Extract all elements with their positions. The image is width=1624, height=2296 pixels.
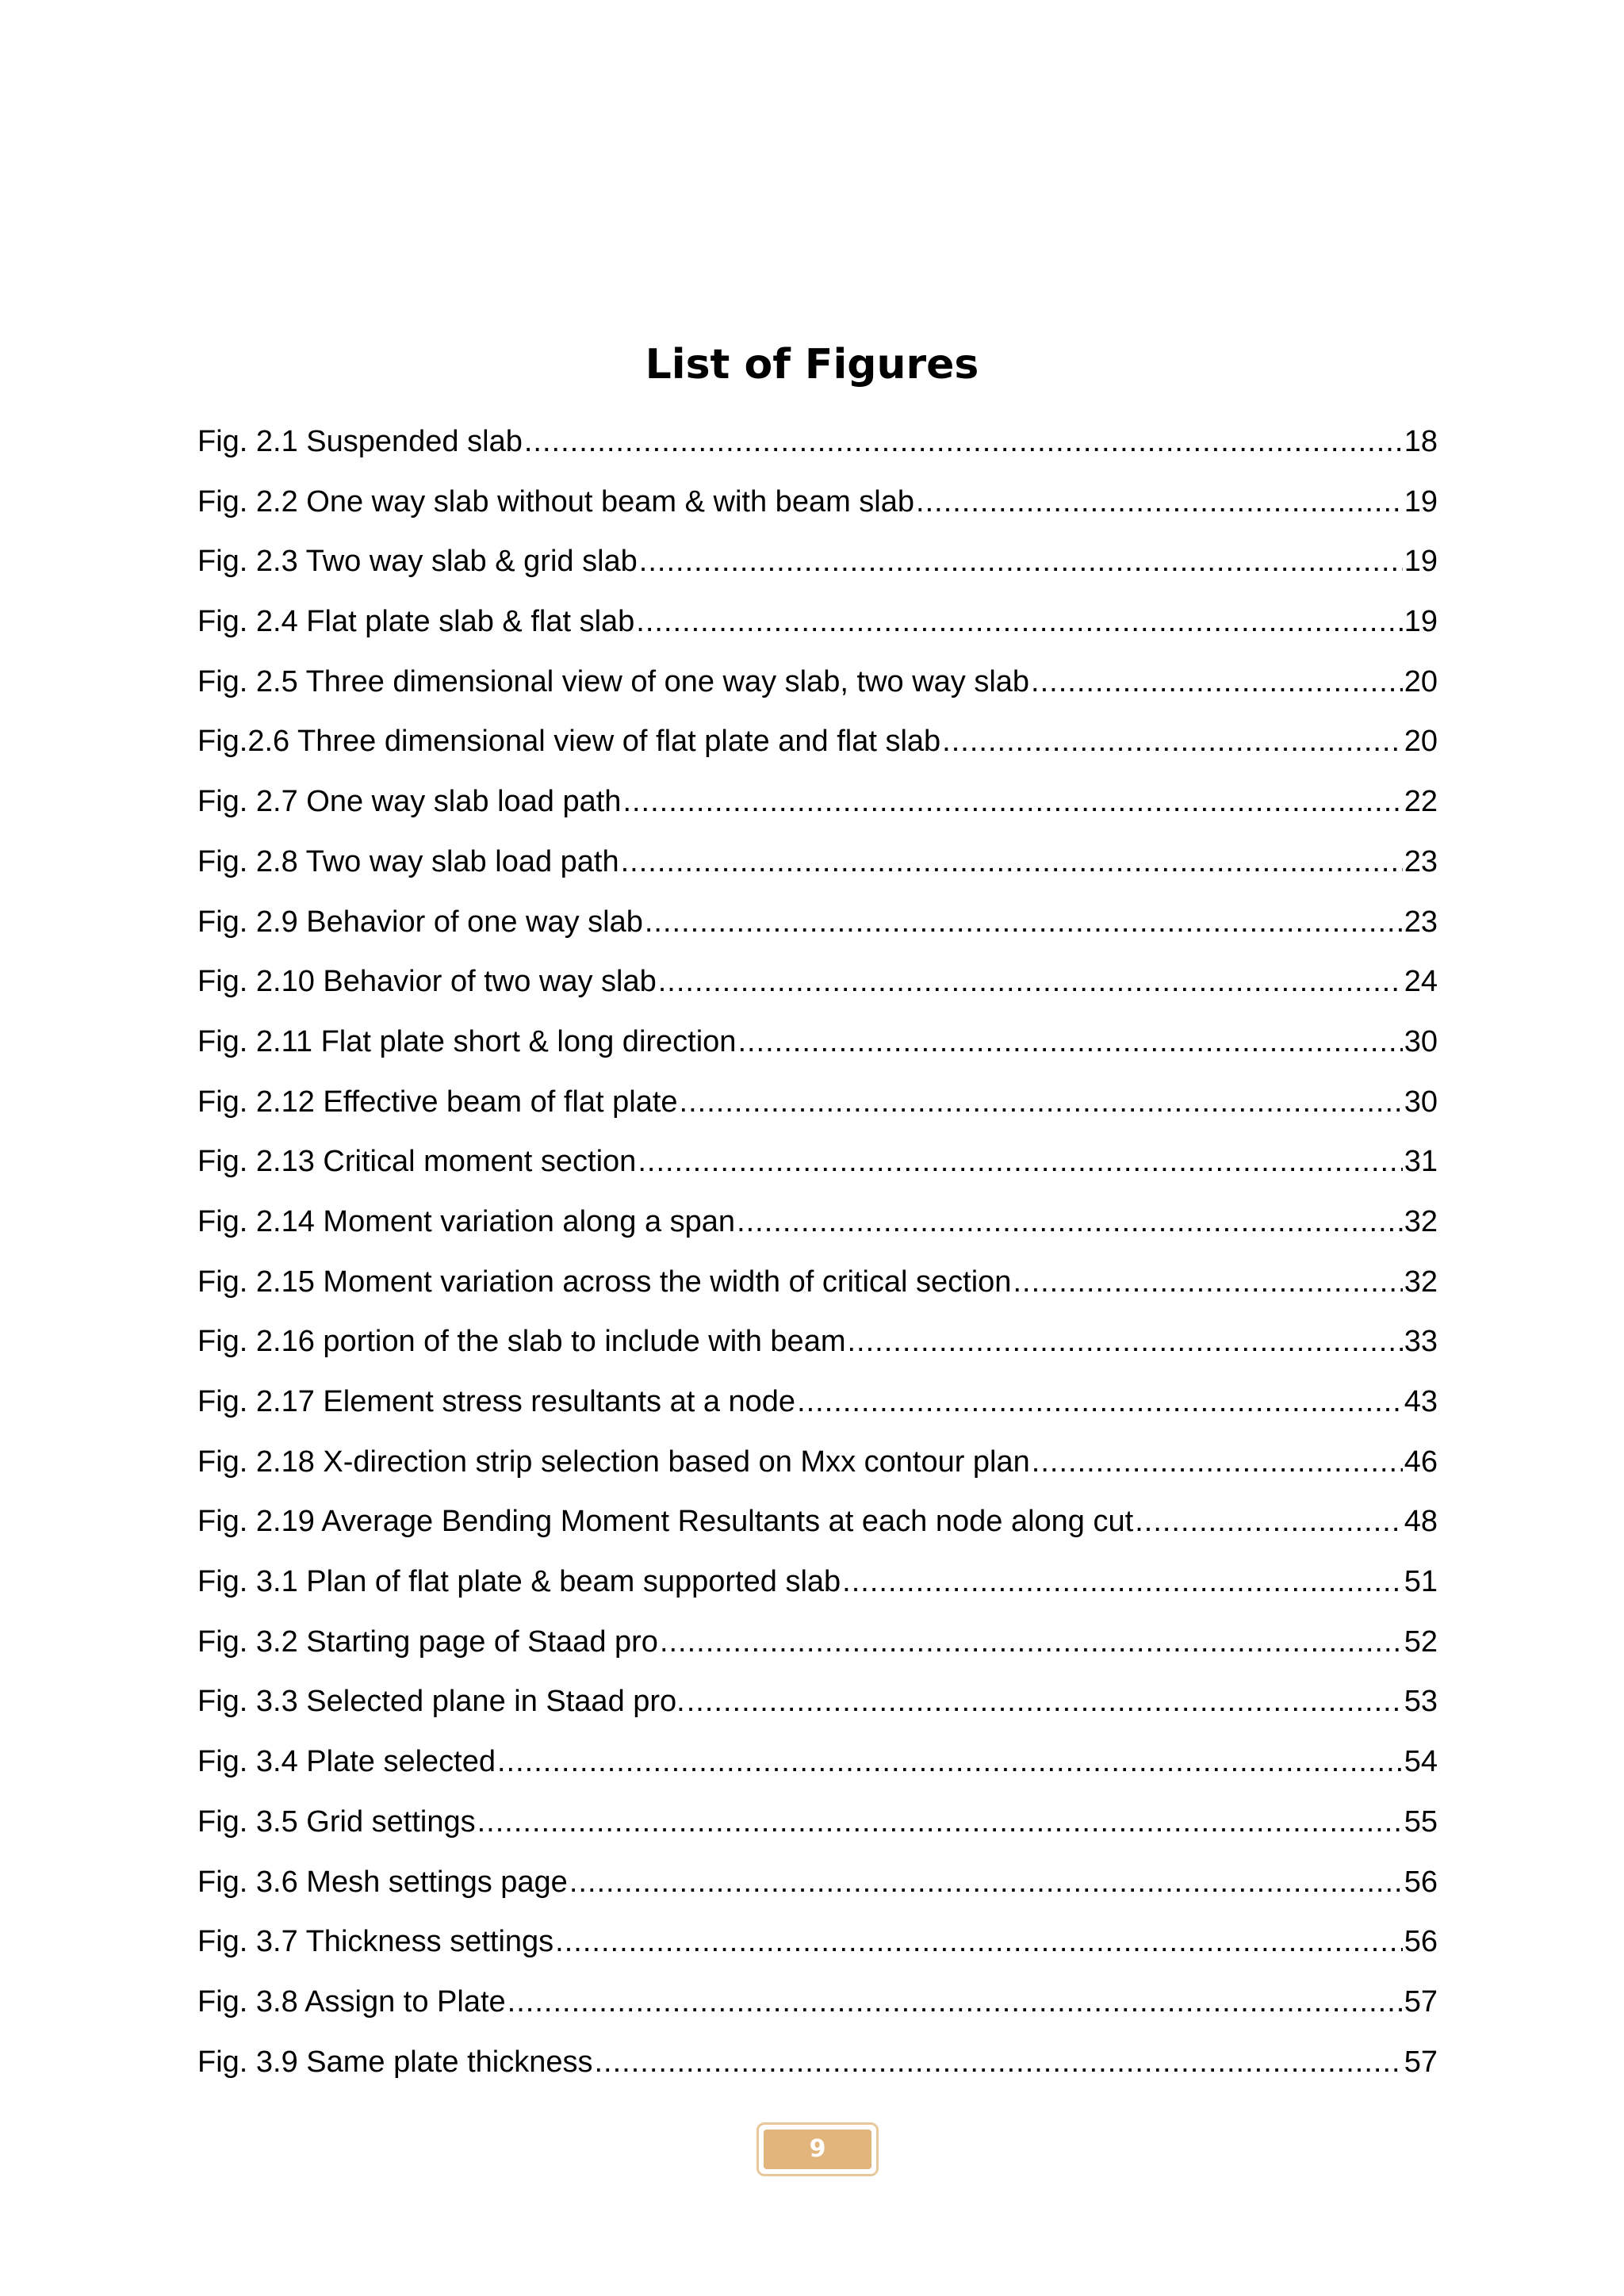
toc-entry[interactable]: [197, 1132, 1438, 1192]
toc-entry[interactable]: [197, 412, 1438, 473]
figure-caption: Fig. 2.19 Average Bending Moment Resultants at each node along cut: [197, 1505, 1134, 1539]
dot-leader: [1032, 1433, 1403, 1493]
figure-page-number: 30: [1404, 1085, 1438, 1119]
dot-leader: [638, 1132, 1402, 1192]
dot-leader: [497, 1732, 1403, 1793]
figure-caption: Fig. 2.13 Critical moment section: [197, 1145, 637, 1179]
toc-entry[interactable]: [197, 1672, 1438, 1732]
figure-caption: Fig.2.6 Three dimensional view of flat plate and flat slab: [197, 725, 941, 759]
figure-page-number: 51: [1404, 1565, 1438, 1599]
toc-entry[interactable]: [197, 1192, 1438, 1253]
figure-page-number: 53: [1404, 1685, 1438, 1719]
figure-caption: Fig. 3.8 Assign to Plate: [197, 1984, 506, 2019]
figure-page-number: 54: [1404, 1745, 1438, 1779]
dot-leader: [1031, 652, 1403, 713]
dot-leader: [842, 1552, 1403, 1613]
figure-page-number: 56: [1404, 1925, 1438, 1959]
figure-page-number: 19: [1404, 605, 1438, 639]
figure-page-number: 23: [1404, 844, 1438, 878]
toc-entry[interactable]: [197, 1372, 1438, 1433]
figure-page-number: 18: [1404, 425, 1438, 458]
dot-leader: [1013, 1253, 1402, 1313]
figure-caption: Fig. 3.6 Mesh settings page: [197, 1865, 568, 1899]
figure-caption: Fig. 2.14 Moment variation along a span: [197, 1204, 736, 1238]
figure-caption: Fig. 2.11 Flat plate short & long direction: [197, 1024, 737, 1058]
toc-entry[interactable]: [197, 2033, 1438, 2093]
toc-entry[interactable]: [197, 712, 1438, 772]
figure-page-number: 33: [1404, 1325, 1438, 1359]
toc-entry[interactable]: [197, 1613, 1438, 1673]
figure-page-number: 20: [1404, 664, 1438, 698]
figure-caption: Fig. 3.9 Same plate thickness: [197, 2045, 593, 2079]
toc-entry[interactable]: [197, 1433, 1438, 1493]
dot-leader: [680, 1073, 1403, 1133]
figure-caption: Fig. 2.8 Two way slab load path: [197, 844, 619, 878]
figure-caption: Fig. 2.18 X-direction strip selection based on Mxx contour plan: [197, 1445, 1030, 1479]
figure-caption: Fig. 2.17 Element stress resultants at a node: [197, 1385, 796, 1418]
figure-caption: Fig. 2.7 One way slab load path: [197, 785, 622, 819]
figure-caption: Fig. 3.4 Plate selected: [197, 1745, 496, 1779]
page-number-badge: [756, 2122, 879, 2176]
figure-page-number: 57: [1404, 1984, 1438, 2019]
figure-page-number: 22: [1404, 785, 1438, 819]
toc-entry[interactable]: [197, 1552, 1438, 1613]
toc-entry[interactable]: [197, 1492, 1438, 1552]
toc-entry[interactable]: [197, 652, 1438, 713]
list-of-figures: [197, 412, 1438, 2092]
toc-entry[interactable]: [197, 952, 1438, 1012]
dot-leader: [687, 1672, 1403, 1732]
figure-caption: Fig. 2.16 portion of the slab to include with beam: [197, 1325, 846, 1359]
toc-entry[interactable]: [197, 772, 1438, 832]
toc-entry[interactable]: [197, 1253, 1438, 1313]
figure-caption: Fig. 2.3 Two way slab & grid slab: [197, 545, 638, 579]
dot-leader: [477, 1793, 1403, 1853]
toc-entry[interactable]: [197, 1853, 1438, 1913]
toc-entry[interactable]: [197, 1793, 1438, 1853]
figure-caption: Fig. 3.2 Starting page of Staad pro: [197, 1624, 658, 1659]
dot-leader: [622, 772, 1402, 832]
figure-page-number: 20: [1404, 725, 1438, 759]
toc-entry[interactable]: [197, 1973, 1438, 2033]
toc-entry[interactable]: [197, 592, 1438, 652]
figure-page-number: 56: [1404, 1865, 1438, 1899]
toc-entry[interactable]: [197, 473, 1438, 533]
figure-caption: Fig. 2.4 Flat plate slab & flat slab: [197, 605, 635, 639]
figure-page-number: 19: [1404, 484, 1438, 519]
dot-leader: [555, 1912, 1403, 1973]
figure-page-number: 46: [1404, 1445, 1438, 1479]
toc-entry[interactable]: [197, 832, 1438, 893]
figure-page-number: 43: [1404, 1385, 1438, 1418]
dot-leader: [942, 712, 1403, 772]
dot-leader: [621, 832, 1403, 893]
page-number: 9: [764, 2130, 871, 2169]
page-title: List of Figures: [645, 341, 979, 388]
figure-page-number: 32: [1404, 1265, 1438, 1299]
toc-entry[interactable]: [197, 1312, 1438, 1372]
dot-leader: [847, 1312, 1402, 1372]
figure-page-number: 24: [1404, 965, 1438, 999]
toc-entry[interactable]: [197, 1073, 1438, 1133]
figure-caption: Fig. 2.1 Suspended slab: [197, 425, 523, 458]
figure-caption: Fig. 2.9 Behavior of one way slab: [197, 905, 643, 939]
dot-leader: [636, 592, 1402, 652]
figure-caption: Fig. 2.15 Moment variation across the width of critical section: [197, 1265, 1012, 1299]
dot-leader: [916, 473, 1403, 533]
dot-leader: [508, 1973, 1403, 2033]
dot-leader: [639, 532, 1403, 592]
figure-caption: Fig. 3.5 Grid settings: [197, 1804, 476, 1839]
figure-caption: Fig. 3.7 Thickness settings: [197, 1925, 554, 1959]
figure-caption: Fig. 3.1 Plan of flat plate & beam supported slab: [197, 1565, 841, 1599]
figure-page-number: 23: [1404, 905, 1438, 939]
dot-leader: [645, 893, 1403, 953]
toc-entry[interactable]: [197, 893, 1438, 953]
dot-leader: [569, 1853, 1403, 1913]
dot-leader: [658, 952, 1403, 1012]
dot-leader: [660, 1613, 1403, 1673]
figure-caption: Fig. 3.3 Selected plane in Staad pro.: [197, 1685, 685, 1719]
dot-leader: [797, 1372, 1403, 1433]
figure-page-number: 32: [1404, 1204, 1438, 1238]
toc-entry[interactable]: [197, 1012, 1438, 1073]
dot-leader: [594, 2033, 1402, 2093]
figure-page-number: 57: [1404, 2045, 1438, 2079]
figure-page-number: 52: [1404, 1624, 1438, 1659]
figure-caption: Fig. 2.12 Effective beam of flat plate: [197, 1085, 678, 1119]
toc-entry[interactable]: [197, 532, 1438, 592]
dot-leader: [1135, 1492, 1403, 1552]
figure-page-number: 55: [1404, 1804, 1438, 1839]
figure-caption: Fig. 2.5 Three dimensional view of one way slab, two way slab: [197, 664, 1030, 698]
figure-page-number: 30: [1404, 1024, 1438, 1058]
figure-caption: Fig. 2.2 One way slab without beam & with beam slab: [197, 484, 915, 519]
dot-leader: [737, 1192, 1403, 1253]
toc-entry[interactable]: [197, 1732, 1438, 1793]
dot-leader: [737, 1012, 1402, 1073]
figure-caption: Fig. 2.10 Behavior of two way slab: [197, 965, 657, 999]
toc-entry[interactable]: [197, 1912, 1438, 1973]
figure-page-number: 19: [1404, 545, 1438, 579]
figure-page-number: 48: [1404, 1505, 1438, 1539]
figure-page-number: 31: [1404, 1145, 1438, 1179]
dot-leader: [524, 412, 1403, 473]
